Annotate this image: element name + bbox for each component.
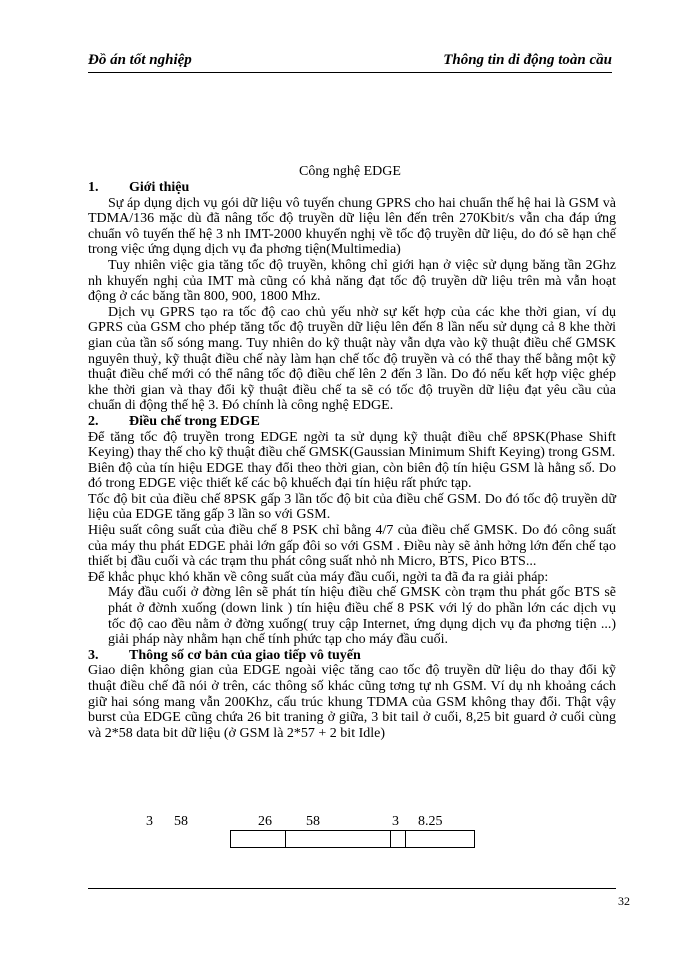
- paragraph: Sự áp dụng dịch vụ gói dữ liệu vô tuyến chung GPRS cho hai chuẩn thế hệ hai là GSM và TDMA/136 mặc dù đã nâng tốc độ truyền dữ liệu lên đến trên 270Kbit/s vẫn cha đáp ứng chuẩn vô tuyến thế hệ 3 nh IMT-2000 khuyến nghị về tốc độ truyền dữ liệu, do đó sẽ hạn chế trong việc ứng dụng dịch vụ đa phơng tiện(Multimedia): [88, 195, 616, 258]
- burst-boxes: [230, 830, 475, 848]
- page-header: [88, 52, 612, 73]
- page-number: 32: [618, 894, 630, 908]
- section-number: 3.: [88, 647, 99, 663]
- section-title: Giới thiệu: [129, 180, 190, 195]
- burst-label: 8.25: [418, 814, 443, 829]
- section-2-heading: [88, 414, 616, 430]
- section-number: 1.: [88, 180, 99, 195]
- section-title: Thông số cơ bản của giao tiếp vô tuyến: [129, 647, 361, 663]
- paragraph: Tuy nhiên việc gia tăng tốc độ truyền, không chỉ giới hạn ở việc sử dụng băng tần 2Ghz nh khuyến nghị của IMT mà cũng có khả năng đạt tốc độ truyền dữ liệu trên mà vẫn hoạt động ở các băng tần 800, 900, 1800 Mhz.: [88, 257, 616, 305]
- paragraph: Hiệu suất công suất của điều chế 8 PSK chỉ bằng 4/7 của điều chế GMSK. Do đó công suất của máy thu phát EDGE phải lớn gấp đôi so với GSM . Điều này sẽ ảnh hởng lớn đến chế tạo thiết bị đầu cuối và các trạm thu phát công suất nhỏ nh Micro, BTS, Pico BTS...: [88, 523, 616, 570]
- footer-rule: [88, 888, 616, 889]
- document-body: [88, 180, 616, 741]
- burst-field: [286, 831, 391, 847]
- burst-label: 58: [306, 814, 320, 829]
- header-left-title: Đồ án tốt nghiệp: [88, 52, 192, 68]
- section-3-heading: [88, 648, 616, 664]
- burst-label: 58: [174, 814, 188, 829]
- burst-label: 26: [258, 814, 272, 829]
- burst-structure-diagram: [146, 814, 476, 850]
- paragraph: Biên độ của tín hiệu EDGE thay đổi theo thời gian, còn biên độ tín hiệu GSM là hằng số. Do đó trong EDGE việc thiết kế các bộ khuếch đại tín hiệu rất phức tạp.: [88, 460, 616, 492]
- document-title: Công nghệ EDGE: [299, 164, 401, 179]
- paragraph: Máy đầu cuối ở đờng lên sẽ phát tín hiệu điều chế GMSK còn trạm thu phát gốc BTS sẽ phát ở đờnh xuống (down link ) tín hiệu điều chế 8 PSK với lý do phần lớn các dịch vụ tốc độ cao đều nằm ở đờng xuống( truy cập Internet, ứng dụng dịch vụ đa phơng tiện ...) giải pháp này nhằm hạn chế tính phức tạp cho máy đầu cuối.: [108, 585, 616, 648]
- burst-field: [391, 831, 406, 847]
- paragraph: Tốc độ bit của điều chế 8PSK gấp 3 lần tốc độ bit của điều chế GSM. Do đó tốc độ truyền dữ liệu của EDGE tăng gấp 3 lần so với GSM.: [88, 491, 616, 523]
- header-right-title: Thông tin di động toàn cầu: [443, 52, 612, 68]
- section-number: 2.: [88, 413, 99, 429]
- section-title: Điều chế trong EDGE: [129, 413, 260, 429]
- section-1-heading: [88, 180, 616, 196]
- burst-field: [231, 831, 286, 847]
- burst-field: [406, 831, 474, 847]
- burst-label: 3: [392, 814, 399, 829]
- paragraph: Để khắc phục khó khăn về công suất của máy đầu cuối, ngời ta đã đa ra giải pháp:: [88, 569, 549, 585]
- paragraph: Giao diện không gian của EDGE ngoài việc tăng cao tốc độ truyền dữ liệu do thay đổi kỹ thuật điều chế đã nói ở trên, các thông số khác cũng tơng tự nh GSM. Ví dụ nh khoảng cách giữ hai sóng mang vẫn 200Khz, cấu trúc khung TDMA của GSM không thay đổi. Thật vậy burst của EDGE cũng chứa 26 bit traning ở giữa, 3 bit tail ở cuối, 8,25 bit guard ở cuối cùng và 2*58 data bit dữ liệu (ở GSM là 2*57 + 2 bit Idle): [88, 663, 616, 741]
- burst-label: 3: [146, 814, 153, 829]
- paragraph: Dịch vụ GPRS tạo ra tốc độ cao chủ yếu nhờ sự kết hợp của các khe thời gian, ví dụ GPRS của GSM cho phép tăng tốc độ truyền dữ liệu lên đến 8 lần nếu sử dụng cả 8 khe thời gian của tần số sóng mang. Tuy nhiên do kỹ thuật này vẫn dựa vào kỹ thuật điều chế GMSK nguyên thuỷ, kỹ thuật điều chế này làm hạn chế tốc độ truyền và có thể thay thế bằng một kỹ thuật điều chế mới có thể nâng tốc độ điều chế lên 2 đến 3 lần. Do đó nếu kết hợp việc ghép khe thời gian và thay đổi kỹ thuật điều chế ta sẽ có tốc độ truyền dữ liệu đạt yêu cầu của chuẩn di động thế hệ 3. Đó chính là công nghệ EDGE.: [88, 304, 616, 414]
- paragraph: Để tăng tốc độ truyền trong EDGE ngời ta sử dụng kỹ thuật điều chế 8PSK(Phase Shift Keying) thay thế cho kỹ thuật điều chế GMSK(Gaussian Minimum Shift Keying) trong GSM.: [88, 429, 616, 461]
